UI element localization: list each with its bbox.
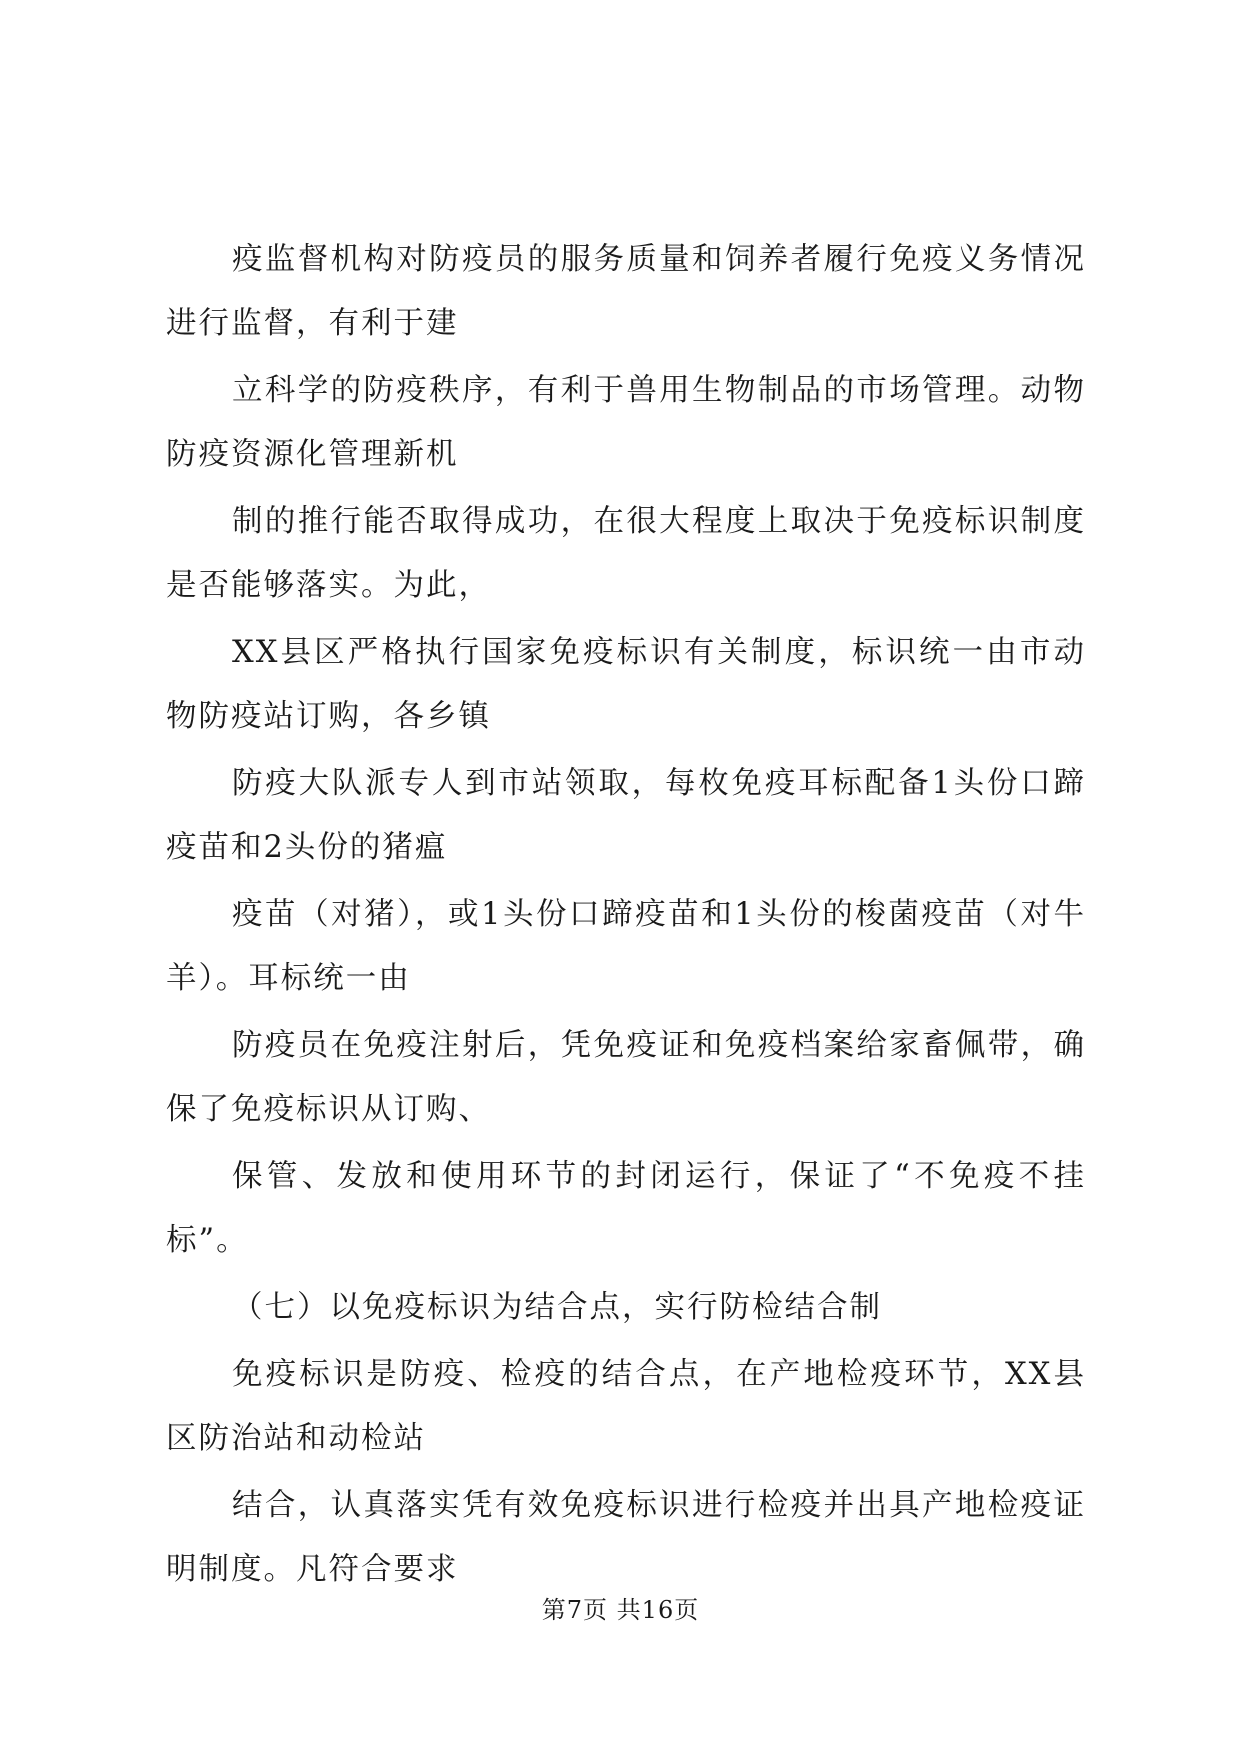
paragraph: 制的推行能否取得成功，在很大程度上取决于免疫标识制度是否能够落实。为此， [166, 504, 1086, 603]
document-body [166, 228, 1086, 1605]
paragraph: 疫监督机构对防疫员的服务质量和饲养者履行免疫义务情况进行监督，有利于建 [166, 242, 1086, 341]
paragraph: 保管、发放和使用环节的封闭运行，保证了“不免疫不挂标”。 [166, 1159, 1086, 1258]
paragraph: 疫苗（对猪），或1头份口蹄疫苗和1头份的梭菌疫苗（对牛羊）。耳标统一由 [166, 897, 1086, 996]
paragraph: 立科学的防疫秩序，有利于兽用生物制品的市场管理。动物防疫资源化管理新机 [166, 373, 1086, 472]
section-heading: （七）以免疫标识为结合点，实行防检结合制 [232, 1290, 882, 1325]
paragraph: 防疫员在免疫注射后，凭免疫证和免疫档案给家畜佩带，确保了免疫标识从订购、 [166, 1028, 1086, 1127]
paragraph: 结合，认真落实凭有效免疫标识进行检疫并出具产地检疫证明制度。凡符合要求 [166, 1488, 1086, 1587]
paragraph: XX县区严格执行国家免疫标识有关制度，标识统一由市动物防疫站订购，各乡镇 [166, 635, 1086, 734]
paragraph: 防疫大队派专人到市站领取，每枚免疫耳标配备1头份口蹄疫苗和2头份的猪瘟 [166, 766, 1086, 865]
page-number-footer: 第7页 共16页 [541, 1596, 700, 1624]
paragraph: 免疫标识是防疫、检疫的结合点，在产地检疫环节，XX县区防治站和动检站 [166, 1357, 1086, 1456]
